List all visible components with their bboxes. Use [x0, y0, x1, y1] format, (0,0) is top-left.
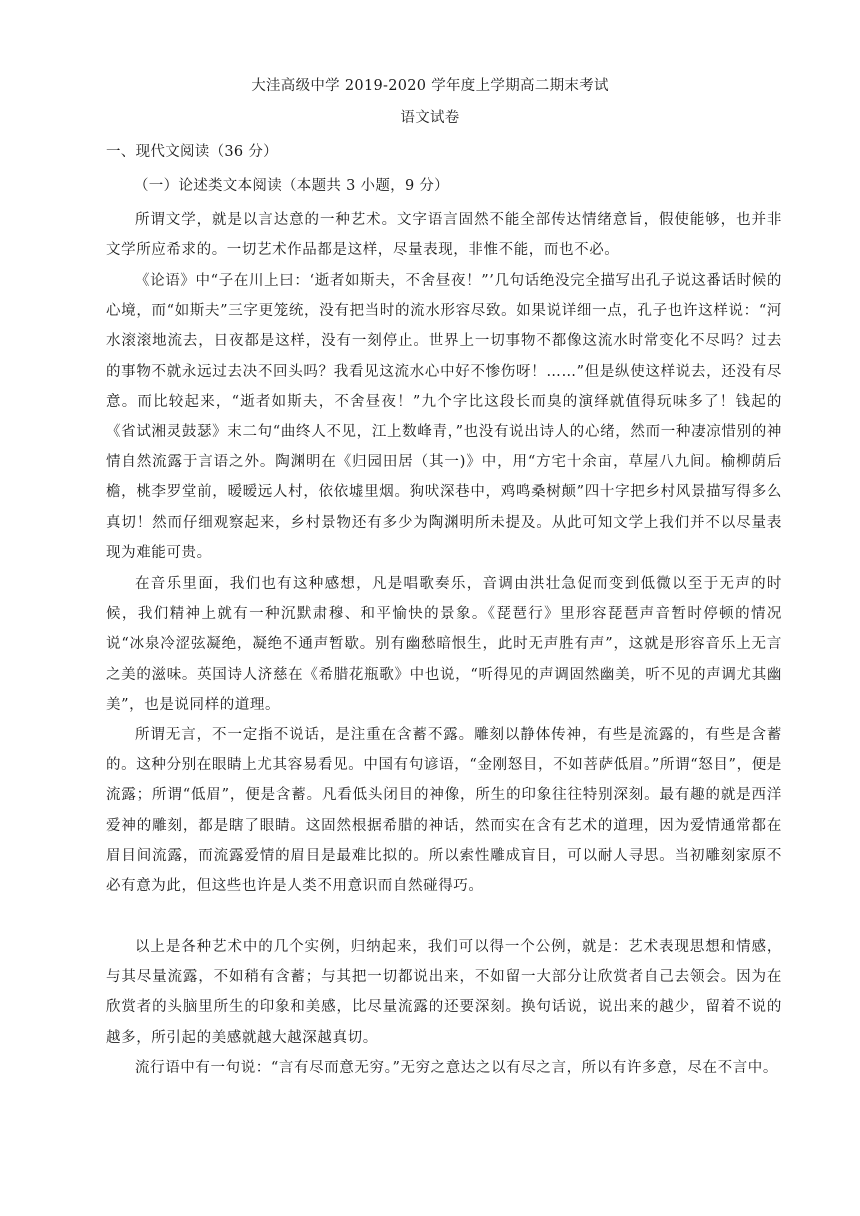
- section-heading-reading: 一、现代文阅读（36 分）: [106, 144, 278, 160]
- paragraph-5: 以上是各种艺术中的几个实例，归纳起来，我们可以得一个公例，就是：艺术表现思想和情感，与其尽量流露，不如稍有含蓄；与其把一切都说出来，不如留一大部分让欣赏者自己去领会。因为在欣赏者的头脑里所生的印象和美感，比尽量流露的还要深刻。换句话说，说出来的越少，留着不说的越多，所引起的美感就越大越深越真切。: [106, 939, 782, 1046]
- paragraph-2: 《论语》中“子在川上曰：‘逝者如斯夫，不舍昼夜！”’几句话绝没完全描写出孔子说这番话时候的心境，而“如斯夫”三字更笼统，没有把当时的流水形容尽致。如果说详细一点，孔子也许这样说：“河水滚滚地流去，日夜都是这样，没有一刻停止。世界上一切事物不都像这流水时常变化不尽吗？过去的事物不就永远过去决不回头吗？我看见这流水心中好不惨伤呀！……”但是纵使这样说去，还没有尽意。而比较起来，“逝者如斯夫，不舍昼夜！”九个字比这段长而臭的演绎就值得玩味多了！钱起的《省试湘灵鼓瑟》末二句“曲终人不见，江上数峰青，”也没有说出诗人的心绪，然而一种凄凉惜别的神情自然流露于言语之外。陶渊明在《归园田居（其一)》中，用“方宅十余亩，草屋八九间。榆柳荫后檐，桃李罗堂前，暧暧远人村，依依墟里烟。狗吠深巷中，鸡鸣桑树颠”四十字把乡村风景描写得多么真切！然而仔细观察起来，乡村景物还有多少为陶渊明所未提及。从此可知文学上我们并不以尽量表现为难能可贵。: [106, 273, 782, 561]
- paragraph-4: 所谓无言，不一定指不说话，是注重在含蓄不露。雕刻以静体传神，有些是流露的，有些是含蓄的。这种分别在眼睛上尤其容易看见。中国有句谚语，“金刚怒目，不如菩萨低眉。”所谓“怒目”，便是流露；所谓“低眉”，便是含蓄。凡看低头闭目的神像，所生的印象往往特别深刻。最有趣的就是西洋爱神的雕刻，都是瞎了眼睛。这固然根据希腊的神话，然而实在含有艺术的道理，因为爱情通常都在眉目间流露，而流露爱情的眉目是最难比拟的。所以索性雕成盲目，可以耐人寻思。当初雕刻家原不必有意为此，但这些也许是人类不用意识而自然碰得巧。: [106, 727, 782, 895]
- paragraph-3: 在音乐里面，我们也有这种感想，凡是唱歌奏乐，音调由洪壮急促而变到低微以至于无声的时候，我们精神上就有一种沉默肃穆、和平愉快的景象。《琵琶行》里形容琵琶声音暂时停顿的情况说“冰泉冷涩弦凝绝，凝绝不通声暂歇。别有幽愁暗恨生，此时无声胜有声”，这就是形容音乐上无言之美的滋味。英国诗人济慈在《希腊花瓶歌》中也说，“听得见的声调固然幽美，听不见的声调尤其幽美”，也是说同样的道理。: [106, 576, 782, 713]
- paragraph-1: 所谓文学，就是以言达意的一种艺术。文字语言固然不能全部传达情绪意旨，假使能够，也并非文学所应希求的。一切艺术作品都是这样，尽量表现，非惟不能，而也不必。: [106, 212, 782, 259]
- paragraph-6: 流行语中有一句说：“言有尽而意无穷。”无穷之意达之以有尽之言，所以有许多意，尽在不言中。: [135, 1060, 778, 1076]
- exam-subtitle: 语文试卷: [400, 110, 460, 126]
- exam-title: 大洼高级中学 2019-2020 学年度上学期高二期末考试: [251, 78, 609, 94]
- subsection-heading-argumentative: （一）论述类文本阅读（本题共 3 小题，9 分）: [134, 178, 449, 194]
